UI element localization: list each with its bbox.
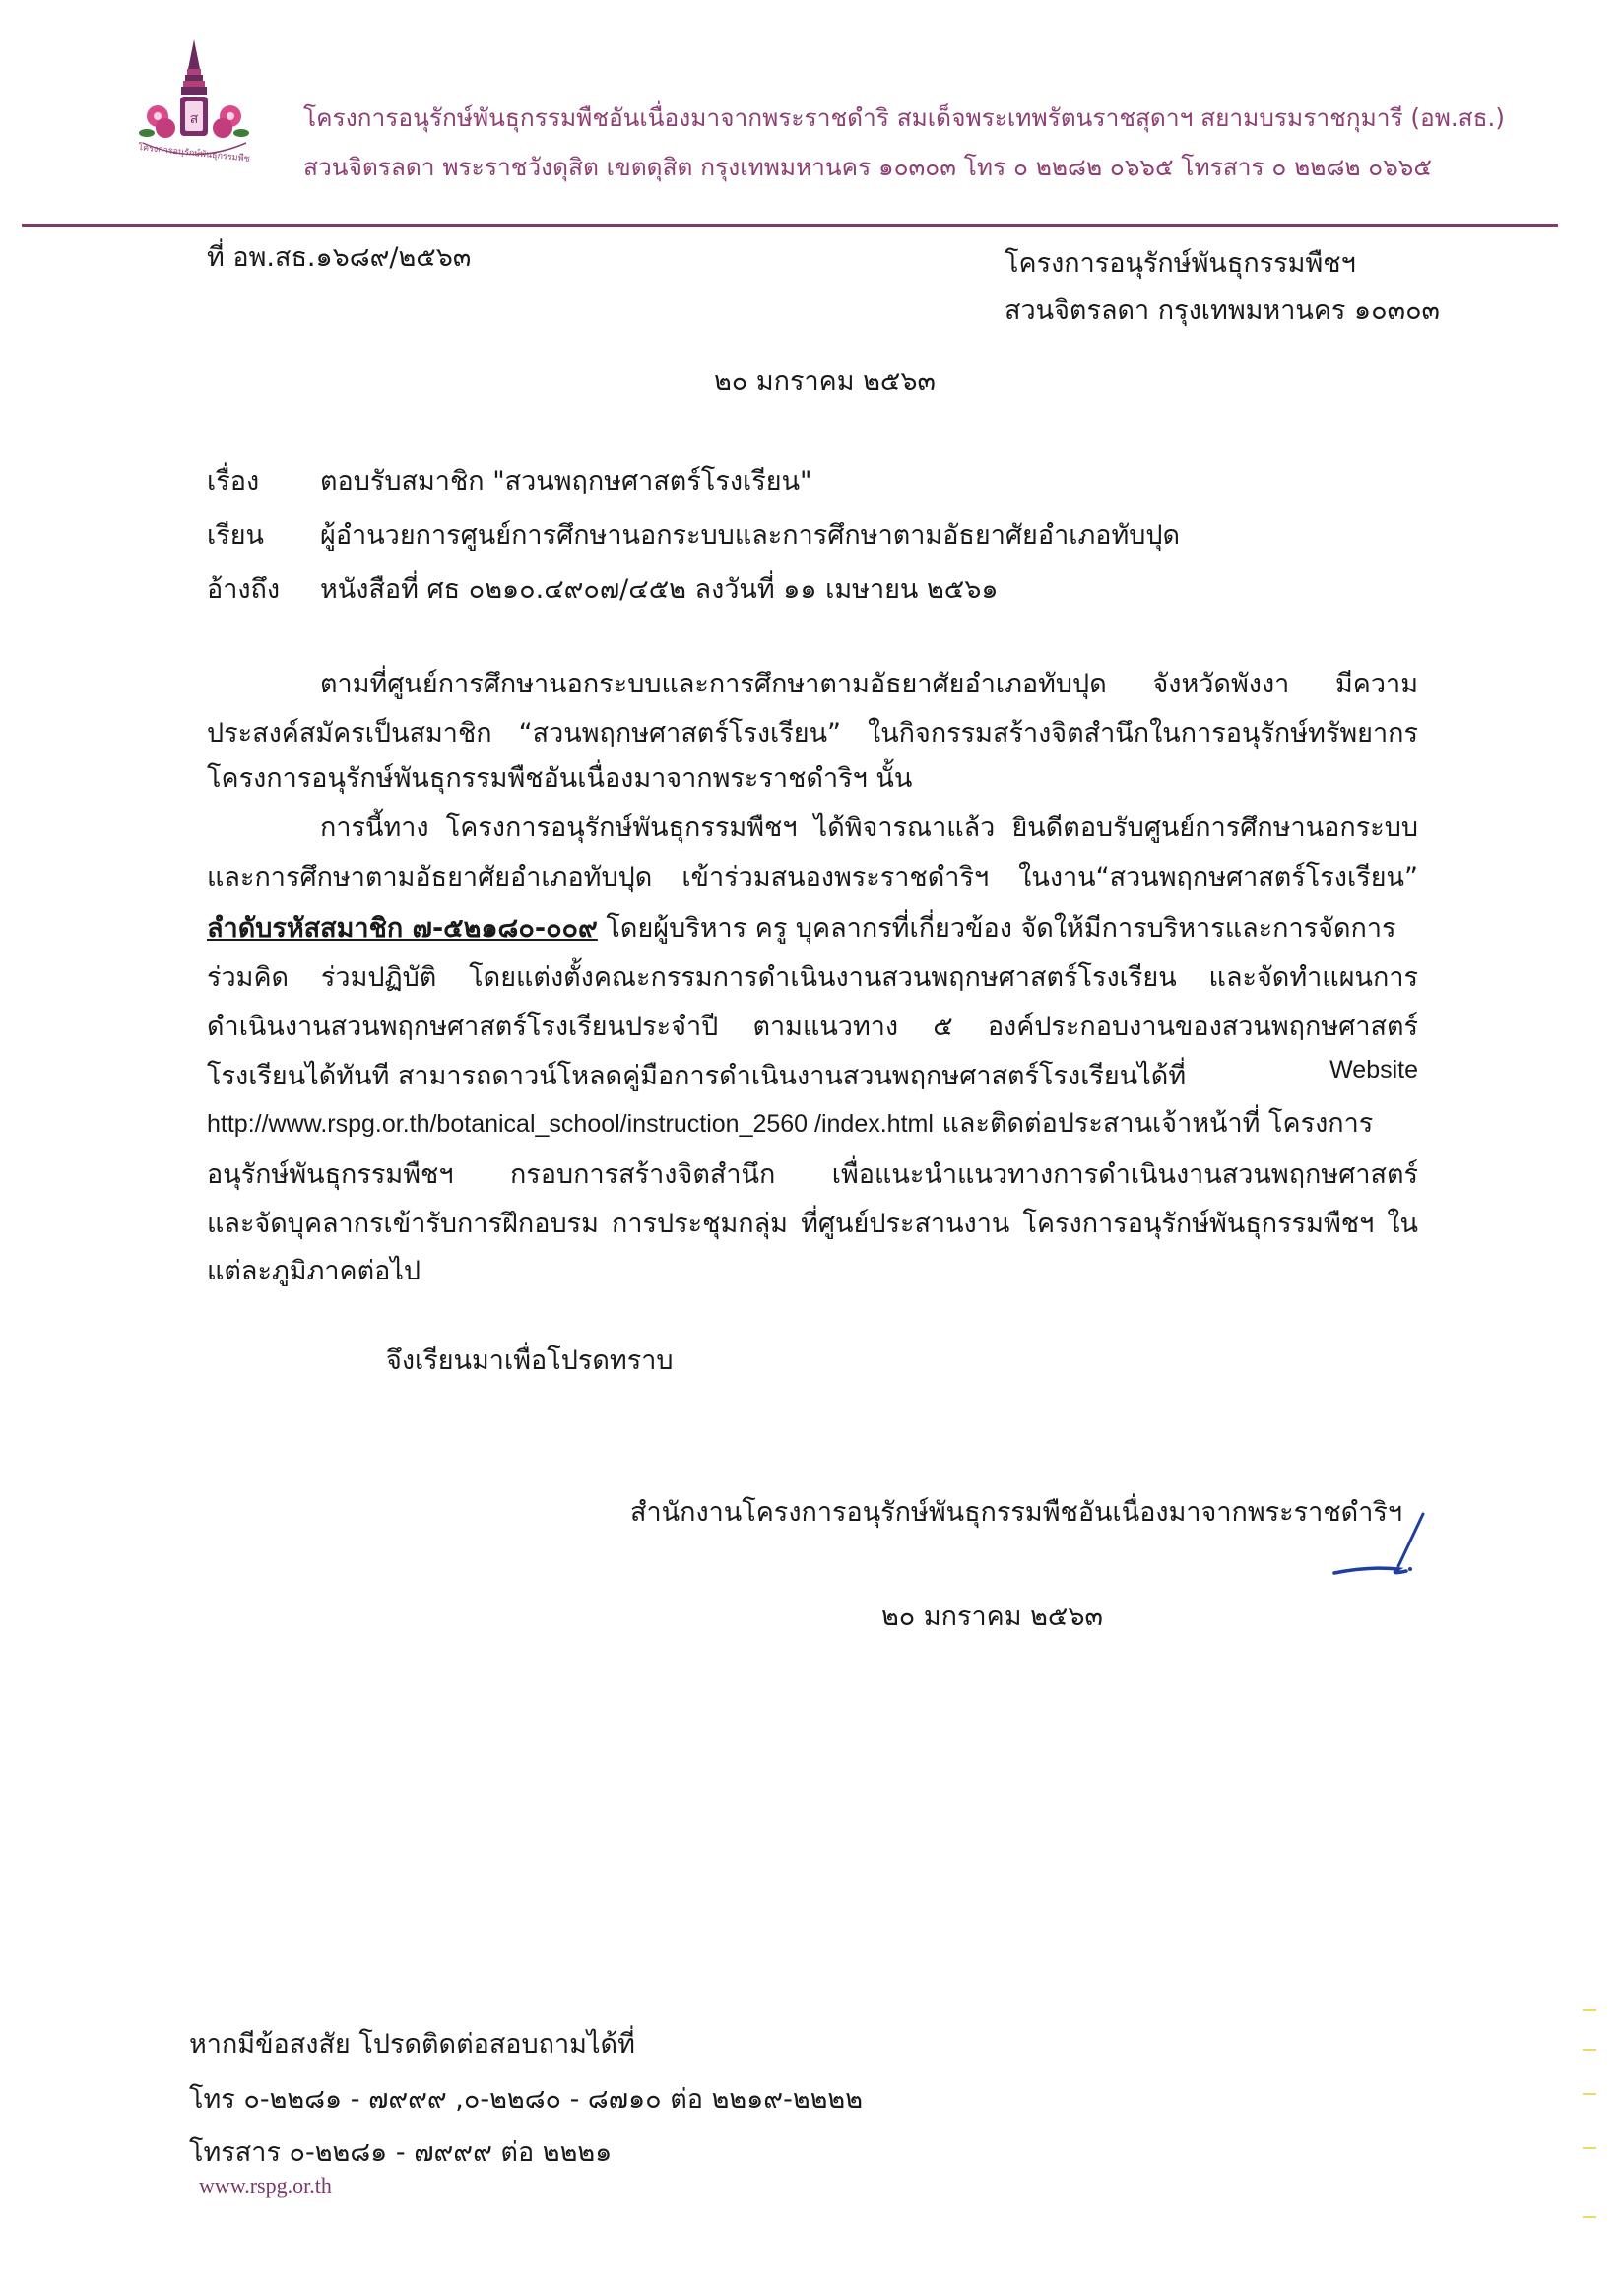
signoff-date: ๒๐ มกราคม ๒๕๖๓ (881, 1602, 1103, 1632)
paragraph-1-line-1: ตามที่ศูนย์การศึกษานอกระบบและการศึกษาตามอัธยาศัยอำเภอทับปุด จังหวัดพังงา มีความ (320, 669, 1418, 699)
signature-mark (1329, 1512, 1428, 1581)
subject-label: เรื่อง (207, 466, 260, 496)
header-divider (22, 224, 1558, 227)
paragraph-1-line-2: ประสงค์สมัครเป็นสมาชิก “สวนพฤกษศาสตร์โรงเรียน” ในกิจกรรมสร้างจิตสำนึกในการอนุรักษ์ทรัพยากร (207, 718, 1418, 749)
paragraph-2-line-1: การนี้ทาง โครงการอนุรักษ์พันธุกรรมพืชฯ ได้พิจารณาแล้ว ยินดีตอบรับศูนย์การศึกษานอกระบบ (320, 813, 1418, 843)
member-code: ลำดับรหัสสมาชิก ๗-๕๒๑๘๐-๐๐๙ (207, 913, 598, 944)
signoff-office: สำนักงานโครงการอนุรักษ์พันธุกรรมพืชอันเนื่องมาจากพระราชดำริฯ (630, 1497, 1403, 1528)
paragraph-1-line-3: โครงการอนุรักษ์พันธุกรรมพืชอันเนื่องมาจากพระราชดำริฯ นั้น (207, 763, 913, 794)
sender-name: โครงการอนุรักษ์พันธุกรรมพืชฯ (1005, 248, 1356, 279)
contact-fax: โทรสาร ๐-๒๒๘๑ - ๗๙๙๙ ต่อ ๒๒๒๑ (189, 2137, 613, 2168)
instruction-url[interactable]: http://www.rspg.or.th/botanical_school/instruction_2560 /index.html (207, 1110, 934, 1138)
paragraph-2-line-9: และจัดบุคลากรเข้ารับการฝึกอบรม การประชุมกลุ่ม ที่ศูนย์ประสานงาน โครงการอนุรักษ์พันธุกรรมพืชฯ ใน (207, 1209, 1418, 1239)
reference-text: หนังสือที่ ศธ ๐๒๑๐.๔๙๐๗/๔๕๒ ลงวันที่ ๑๑ เมษายน ๒๕๖๑ (320, 574, 999, 605)
reference-label: อ้างถึง (207, 574, 281, 605)
paragraph-2-line-3 (207, 906, 1418, 949)
website-label: Website (1329, 1056, 1418, 1083)
contact-intro: หากมีข้อสงสัย โปรดติดต่อสอบถามได้ที่ (189, 2029, 635, 2060)
closing-text: จึงเรียนมาเพื่อโปรดทราบ (386, 1345, 674, 1376)
header-org-name: โครงการอนุรักษ์พันธุกรรมพืชอันเนื่องมาจากพระราชดำริ สมเด็จพระเทพรัตนราชสุดาฯ สยามบรมราชกุมารี (อพ.สธ.) (303, 103, 1505, 132)
subject-text: ตอบรับสมาชิก "สวนพฤกษศาสตร์โรงเรียน" (320, 466, 812, 496)
scan-edge-marks (1581, 2009, 1600, 2226)
sender-address: สวนจิตรลดา กรุงเทพมหานคร ๑๐๓๐๓ (1005, 295, 1441, 326)
logo-caption: โครงการอนุรักษ์พันธุกรรมพืช (137, 143, 251, 164)
paragraph-2-line-6 (207, 1054, 1418, 1096)
paragraph-2-line-3-rest: โดยผู้บริหาร ครู บุคลากรที่เกี่ยวข้อง จัดให้มีการบริหารและการจัดการ (606, 913, 1396, 944)
footer-website[interactable]: www.rspg.or.th (199, 2173, 332, 2198)
paragraph-2-line-7-rest: และติดต่อประสานเจ้าหน้าที่ โครงการ (941, 1108, 1374, 1139)
paragraph-2-line-8: อนุรักษ์พันธุกรรมพืชฯ กรอบการสร้างจิตสำนึก เพื่อแนะนำแนวทางการดำเนินงานสวนพฤกษศาสตร์ (207, 1159, 1418, 1190)
paragraph-2-line-5: ดำเนินงานสวนพฤกษศาสตร์โรงเรียนประจำปี ตามแนวทาง ๕ องค์ประกอบงานของสวนพฤกษศาสตร์ (207, 1012, 1418, 1042)
paragraph-2-line-7 (207, 1101, 1418, 1144)
svg-text:ส: ส (189, 111, 199, 127)
paragraph-2-line-2: และการศึกษาตามอัธยาศัยอำเภอทับปุด เข้าร่วมสนองพระราชดำริฯ ในงาน“สวนพฤกษศาสตร์โรงเรียน” (207, 862, 1418, 892)
document-number: ที่ อพ.สธ.๑๖๘๙/๒๕๖๓ (207, 242, 472, 273)
paragraph-2-line-10: แต่ละภูมิภาคต่อไป (207, 1256, 421, 1286)
contact-phone: โทร ๐-๒๒๘๑ - ๗๙๙๙ ,๐-๒๒๘๐ - ๘๗๑๐ ต่อ ๒๒๑๙-๒๒๒๒ (189, 2084, 864, 2115)
header-address: สวนจิตรลดา พระราชวังดุสิต เขตดุสิต กรุงเทพมหานคร ๑๐๓๐๓ โทร ๐ ๒๒๘๒ ๐๖๖๕ โทรสาร ๐ ๒๒๘๒ ๐๖๖๕ (303, 153, 1432, 181)
to-text: ผู้อำนวยการศูนย์การศึกษานอกระบบและการศึกษาตามอัธยาศัยอำเภอทับปุด (320, 520, 1181, 551)
to-label: เรียน (207, 520, 265, 551)
paragraph-2-line-6-text: โรงเรียนได้ทันที สามารถดาวน์โหลดคู่มือการดำเนินงานสวนพฤกษศาสตร์โรงเรียนได้ที่ (207, 1061, 1187, 1091)
paragraph-2-line-4: ร่วมคิด ร่วมปฏิบัติ โดยแต่งตั้งคณะกรรมการดำเนินงานสวนพฤกษศาสตร์โรงเรียน และจัดทำแผนการ (207, 962, 1418, 993)
document-date: ๒๐ มกราคม ๒๕๖๓ (714, 366, 936, 397)
